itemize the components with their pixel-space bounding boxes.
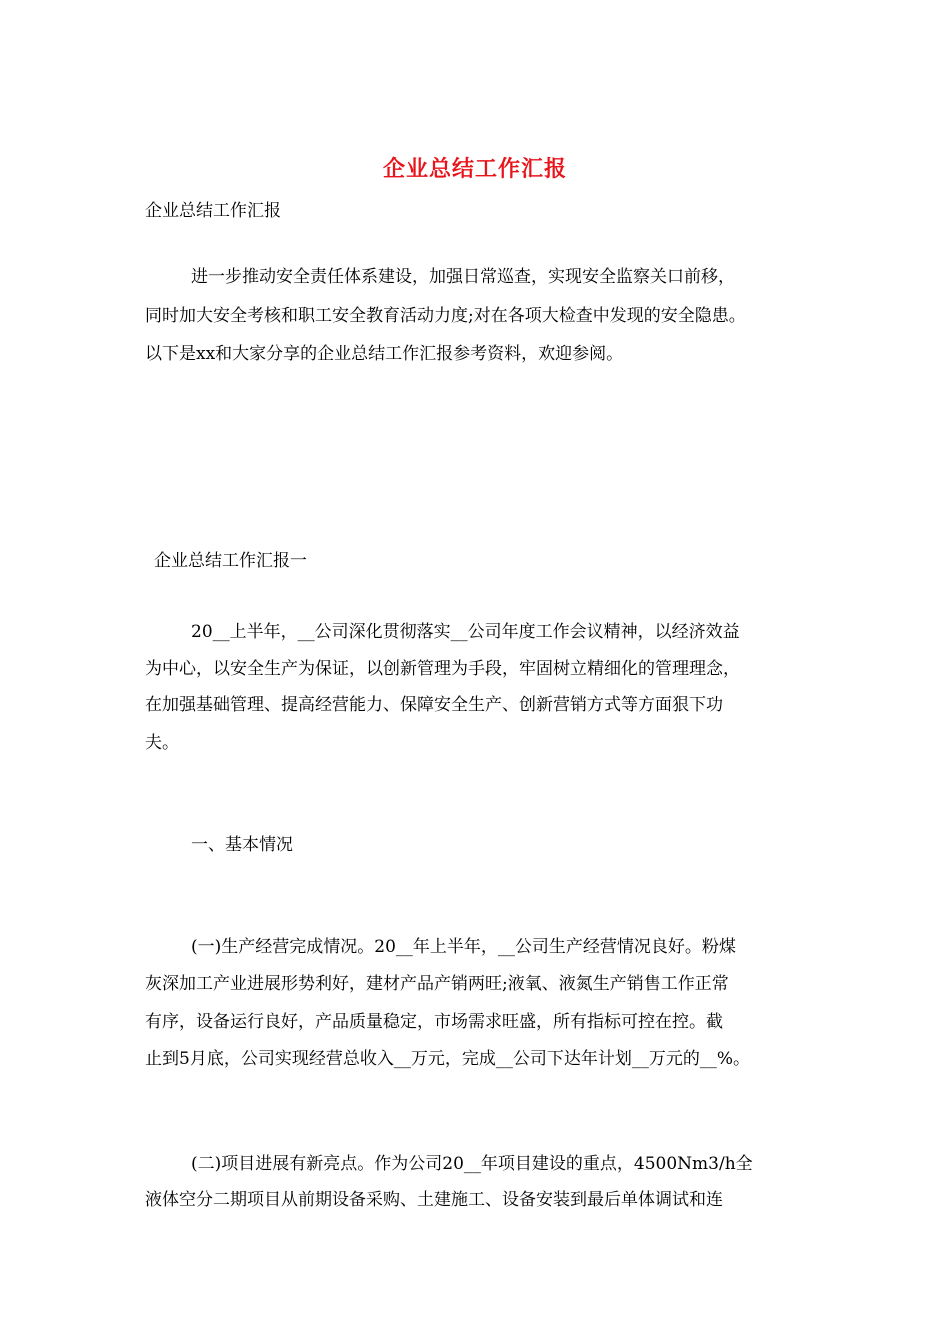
- document-title: 企业总结工作汇报: [382, 156, 567, 182]
- paragraph-line: (一)生产经营完成情况。20__年上半年，__公司生产经营情况良好。粉煤: [191, 937, 736, 957]
- paragraph-line: 夫。: [145, 733, 179, 753]
- paragraph-line: 止到5月底，公司实现经营总收入__万元，完成__公司下达年计划__万元的__%。: [145, 1049, 750, 1069]
- paragraph-line: 为中心，以安全生产为保证，以创新管理为手段，牢固树立精细化的管理理念，: [145, 659, 740, 679]
- paragraph-line: 灰深加工产业进展形势利好，建材产品产销两旺;液氧、液氮生产销售工作正常: [145, 974, 729, 994]
- intro-line: 以下是xx和大家分享的企业总结工作汇报参考资料，欢迎参阅。: [145, 344, 624, 364]
- subsection-heading: 一、基本情况: [191, 835, 293, 855]
- document-subtitle: 企业总结工作汇报: [145, 201, 281, 221]
- paragraph-line: (二)项目进展有新亮点。作为公司20__年项目建设的重点，4500Nm3/h全: [191, 1154, 753, 1174]
- section-heading: 企业总结工作汇报一: [154, 551, 307, 571]
- paragraph-line: 液体空分二期项目从前期设备采购、土建施工、设备安装到最后单体调试和连: [145, 1190, 723, 1210]
- intro-line: 同时加大安全考核和职工安全教育活动力度;对在各项大检查中发现的安全隐患。: [145, 306, 746, 326]
- paragraph-line: 20__上半年，__公司深化贯彻落实__公司年度工作会议精神，以经济效益: [191, 622, 740, 642]
- paragraph-line: 有序，设备运行良好，产品质量稳定，市场需求旺盛，所有指标可控在控。截: [145, 1012, 723, 1032]
- intro-line: 进一步推动安全责任体系建设，加强日常巡查，实现安全监察关口前移，: [191, 267, 735, 287]
- paragraph-line: 在加强基础管理、提高经营能力、保障安全生产、创新营销方式等方面狠下功: [145, 695, 723, 715]
